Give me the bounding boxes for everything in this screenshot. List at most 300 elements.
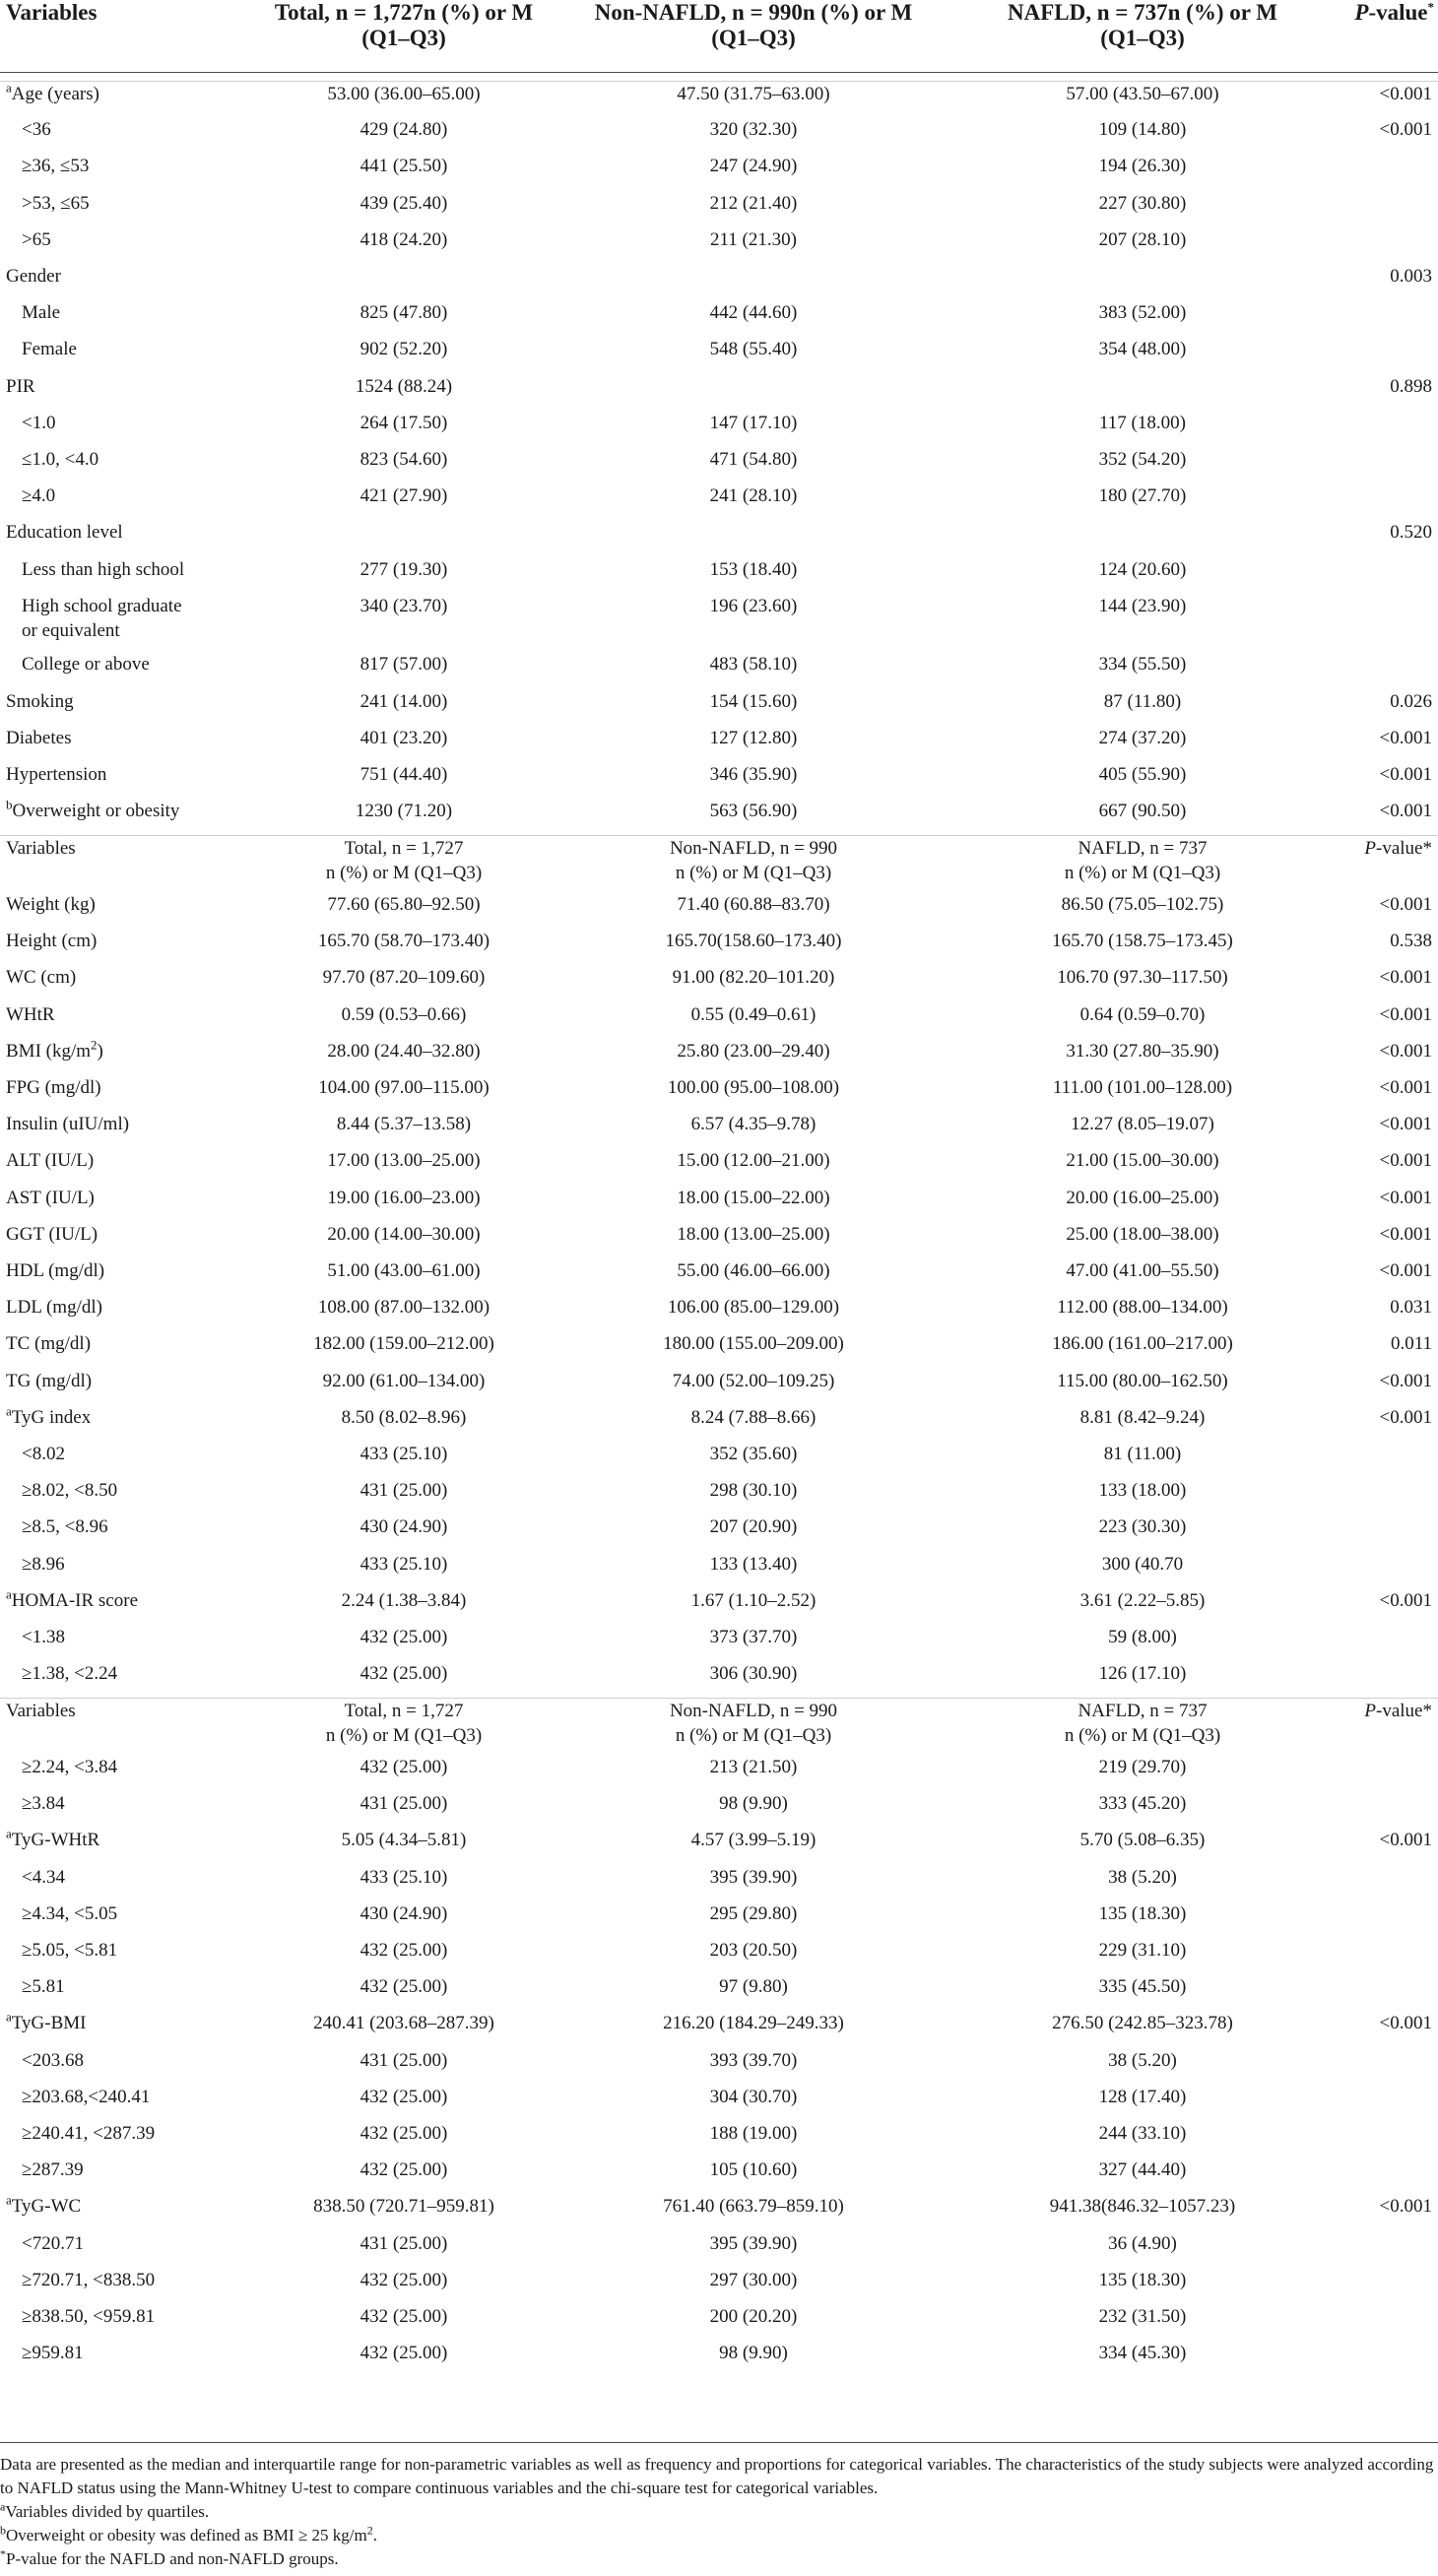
row-variable xyxy=(22,1865,252,1890)
row-label: TG (mg/dl) xyxy=(6,1370,93,1391)
row-variable xyxy=(22,337,252,361)
row-total: 902 (52.20) xyxy=(360,339,448,360)
row-label: Smoking xyxy=(6,690,74,712)
row-total: 433 (25.10) xyxy=(360,1443,448,1464)
row-nafld: 38 (5.20) xyxy=(1108,1866,1177,1888)
row-label: <720.71 xyxy=(22,2232,84,2254)
row-footnote-sup: b xyxy=(6,797,13,812)
row-variable xyxy=(6,1331,252,1356)
row-label: WC (cm) xyxy=(6,967,77,989)
row-label: ≥838.50, <959.81 xyxy=(22,2306,156,2328)
row-variable xyxy=(22,652,252,676)
row-non-nafld: 212 (21.40) xyxy=(709,192,798,214)
row-non-nafld: 346 (35.90) xyxy=(709,763,798,785)
row-variable xyxy=(22,2157,252,2182)
row-label: TyG-WHtR xyxy=(11,1830,100,1851)
row-total: 28.00 (24.40–32.80) xyxy=(327,1040,481,1062)
row-variable xyxy=(22,300,252,325)
row-label: Gender xyxy=(6,266,61,287)
row-nafld: 274 (37.20) xyxy=(1098,727,1187,748)
row-label: ≥3.84 xyxy=(22,1793,65,1815)
row-total: 432 (25.00) xyxy=(360,1940,448,1962)
row-p-value: 0.520 xyxy=(1390,522,1432,544)
row-total: 433 (25.10) xyxy=(360,1866,448,1888)
row-p-value: 0.026 xyxy=(1390,690,1432,712)
row-nafld: 327 (44.40) xyxy=(1098,2159,1187,2181)
row-variable xyxy=(6,2194,252,2219)
row-label: <8.02 xyxy=(22,1443,65,1464)
row-p-value: 0.003 xyxy=(1390,266,1432,287)
row-label-end: ) xyxy=(97,1040,103,1062)
subheader-non-nafld: Non-NAFLD, n = 990 n (%) or M (Q1–Q3) xyxy=(669,838,838,884)
row-p-value: <0.001 xyxy=(1379,1830,1432,1851)
row-variable xyxy=(22,1552,252,1577)
row-non-nafld: 133 (13.40) xyxy=(709,1553,798,1575)
row-total: 430 (24.90) xyxy=(360,1516,448,1538)
row-label: Less than high school xyxy=(22,558,185,580)
note-star-text: P-value for the NAFLD and non-NAFLD groups. xyxy=(6,2549,339,2568)
row-nafld: 276.50 (242.85–323.78) xyxy=(1052,2013,1233,2034)
row-variable xyxy=(6,82,252,106)
row-label: <203.68 xyxy=(22,2049,84,2071)
row-variable xyxy=(22,1755,252,1779)
row-variable xyxy=(22,2231,252,2256)
row-label: Age (years) xyxy=(11,84,99,104)
row-nafld: 3.61 (2.22–5.85) xyxy=(1079,1589,1206,1611)
subheader-p-value: P-value* xyxy=(1364,838,1432,860)
row-variable xyxy=(22,1442,252,1466)
row-footnote-sup: a xyxy=(6,2193,12,2209)
row-variable xyxy=(22,2268,252,2292)
subheader-variables: Variables xyxy=(6,838,76,860)
row-total: 277 (19.30) xyxy=(360,558,448,580)
row-total: 431 (25.00) xyxy=(360,2049,448,2071)
row-label: TyG-BMI xyxy=(11,2013,87,2034)
table-subheader-row xyxy=(0,835,1438,884)
row-p-value: <0.001 xyxy=(1379,1003,1432,1025)
row-label: Diabetes xyxy=(6,727,72,748)
row-total: 432 (25.00) xyxy=(360,1976,448,1998)
row-nafld: 57.00 (43.50–67.00) xyxy=(1066,84,1219,104)
row-p-value: <0.001 xyxy=(1379,1223,1432,1245)
row-p-value: <0.001 xyxy=(1379,2013,1432,2034)
row-nafld: 86.50 (75.05–102.75) xyxy=(1061,893,1224,915)
row-label: ≥720.71, <838.50 xyxy=(22,2269,156,2290)
row-nafld: 112.00 (88.00–134.00) xyxy=(1057,1297,1228,1319)
row-total: 430 (24.90) xyxy=(360,1902,448,1924)
row-variable xyxy=(6,1039,252,1063)
row-non-nafld: 98 (9.90) xyxy=(719,2343,788,2364)
header-variables xyxy=(0,0,256,73)
row-variable xyxy=(6,1369,252,1393)
header-p-italic: P xyxy=(1354,0,1369,25)
row-total: 1524 (88.24) xyxy=(355,375,453,397)
row-p-value: <0.001 xyxy=(1379,1187,1432,1208)
row-total: 432 (25.00) xyxy=(360,1626,448,1647)
row-label: ≥8.96 xyxy=(22,1553,65,1575)
row-non-nafld: 320 (32.30) xyxy=(709,119,798,141)
row-nafld: 232 (31.50) xyxy=(1098,2306,1187,2328)
row-non-nafld: 6.57 (4.35–9.78) xyxy=(690,1114,817,1135)
header-non-line2: (Q1–Q3) xyxy=(711,26,796,50)
row-total: 823 (54.60) xyxy=(360,449,448,470)
row-non-nafld: 483 (58.10) xyxy=(709,654,798,676)
row-label: <36 xyxy=(22,119,51,141)
row-non-nafld: 100.00 (95.00–108.00) xyxy=(667,1076,840,1098)
row-variable xyxy=(22,594,252,643)
header-variables-text: Variables xyxy=(6,0,98,25)
row-total: 431 (25.00) xyxy=(360,1793,448,1815)
row-label: ≥4.34, <5.05 xyxy=(22,1902,118,1924)
note-b xyxy=(0,2524,1438,2547)
row-variable xyxy=(6,965,252,990)
row-non-nafld: 761.40 (663.79–859.10) xyxy=(663,2196,844,2218)
row-nafld: 124 (20.60) xyxy=(1098,558,1187,580)
row-non-nafld: 71.40 (60.88–83.70) xyxy=(677,893,830,915)
row-variable xyxy=(6,1588,252,1613)
row-nafld: 334 (45.30) xyxy=(1098,2343,1187,2364)
row-nafld: 20.00 (16.00–25.00) xyxy=(1066,1187,1219,1208)
row-variable xyxy=(22,483,252,508)
row-label: ≥4.0 xyxy=(22,485,56,507)
row-total: 433 (25.10) xyxy=(360,1553,448,1575)
row-total: 421 (27.90) xyxy=(360,485,448,507)
row-nafld: 354 (48.00) xyxy=(1098,339,1187,360)
row-label: Insulin (uIU/ml) xyxy=(6,1114,130,1135)
row-label: ≥5.81 xyxy=(22,1976,65,1998)
row-variable xyxy=(22,557,252,582)
row-nafld: 111.00 (101.00–128.00) xyxy=(1052,1076,1233,1098)
row-label: HDL (mg/dl) xyxy=(6,1259,105,1281)
row-non-nafld: 298 (30.10) xyxy=(709,1480,798,1502)
row-p-value: 0.898 xyxy=(1390,375,1432,397)
row-nafld: 383 (52.00) xyxy=(1098,302,1187,324)
row-non-nafld: 74.00 (52.00–109.25) xyxy=(672,1370,835,1391)
row-non-nafld: 106.00 (85.00–129.00) xyxy=(667,1297,840,1319)
row-label: Female xyxy=(22,339,77,360)
row-non-nafld: 213 (21.50) xyxy=(709,1757,798,1778)
row-label: TC (mg/dl) xyxy=(6,1333,92,1355)
row-total: 432 (25.00) xyxy=(360,1663,448,1685)
row-label: TyG index xyxy=(11,1406,92,1428)
row-variable xyxy=(6,1222,252,1247)
row-non-nafld: 4.57 (3.99–5.19) xyxy=(690,1830,817,1851)
row-nafld: 38 (5.20) xyxy=(1108,2049,1177,2071)
note-a-sup: a xyxy=(0,2499,6,2514)
row-nafld: 405 (55.90) xyxy=(1098,763,1187,785)
row-non-nafld: 18.00 (13.00–25.00) xyxy=(677,1223,830,1245)
row-p-value: <0.001 xyxy=(1379,1406,1432,1428)
row-label: ≥2.24, <3.84 xyxy=(22,1757,118,1778)
row-non-nafld: 196 (23.60) xyxy=(709,595,798,616)
row-non-nafld: 188 (19.00) xyxy=(709,2123,798,2145)
row-non-nafld: 203 (20.50) xyxy=(709,1940,798,1962)
row-non-nafld: 180.00 (155.00–209.00) xyxy=(663,1333,844,1355)
row-p-value: <0.001 xyxy=(1379,1259,1432,1281)
row-nafld: 31.30 (27.80–35.90) xyxy=(1066,1040,1219,1062)
row-non-nafld: 395 (39.90) xyxy=(709,1866,798,1888)
row-total: 182.00 (159.00–212.00) xyxy=(313,1333,494,1355)
row-non-nafld: 393 (39.70) xyxy=(709,2049,798,2071)
row-total: 8.44 (5.37–13.58) xyxy=(336,1114,472,1135)
row-nafld: 333 (45.20) xyxy=(1098,1793,1187,1815)
row-non-nafld: 153 (18.40) xyxy=(709,558,798,580)
row-label: ≥203.68,<240.41 xyxy=(22,2086,151,2107)
row-p-value: <0.001 xyxy=(1379,119,1432,141)
row-nafld: 59 (8.00) xyxy=(1108,1626,1177,1647)
row-nafld: 300 (40.70 xyxy=(1101,1553,1184,1575)
row-total: 825 (47.80) xyxy=(360,302,448,324)
row-non-nafld: 548 (55.40) xyxy=(709,339,798,360)
row-total: 431 (25.00) xyxy=(360,1480,448,1502)
note-a xyxy=(0,2500,1438,2524)
row-nafld: 219 (29.70) xyxy=(1098,1757,1187,1778)
row-label: ≥1.38, <2.24 xyxy=(22,1663,118,1685)
row-footnote-sup: a xyxy=(6,1827,12,1842)
row-non-nafld: 98 (9.90) xyxy=(719,1793,788,1815)
row-non-nafld: 105 (10.60) xyxy=(709,2159,798,2181)
row-p-value: <0.001 xyxy=(1379,727,1432,748)
row-label: ≥287.39 xyxy=(22,2159,84,2181)
row-total: 432 (25.00) xyxy=(360,1757,448,1778)
subheader-total: Total, n = 1,727 n (%) or M (Q1–Q3) xyxy=(325,838,483,884)
row-total: 2.24 (1.38–3.84) xyxy=(341,1589,467,1611)
row-total: 264 (17.50) xyxy=(360,412,448,433)
row-non-nafld: 247 (24.90) xyxy=(709,156,798,177)
row-non-nafld: 127 (12.80) xyxy=(709,727,798,748)
row-total: 17.00 (13.00–25.00) xyxy=(327,1150,481,1172)
row-variable xyxy=(22,1478,252,1503)
row-nafld: 109 (14.80) xyxy=(1098,119,1187,141)
row-footnote-sup: a xyxy=(6,1586,12,1602)
row-non-nafld: 0.55 (0.49–0.61) xyxy=(690,1003,817,1025)
row-total: 0.59 (0.53–0.66) xyxy=(341,1003,467,1025)
row-label: ≥240.41, <287.39 xyxy=(22,2123,156,2145)
subheader-total: Total, n = 1,727 n (%) or M (Q1–Q3) xyxy=(325,1701,483,1747)
row-label: AST (IU/L) xyxy=(6,1187,95,1208)
row-total: 19.00 (16.00–23.00) xyxy=(327,1187,481,1208)
subheader-variables: Variables xyxy=(6,1701,76,1722)
row-nafld: 115.00 (80.00–162.50) xyxy=(1057,1370,1228,1391)
row-nafld: 207 (28.10) xyxy=(1098,228,1187,250)
row-nafld: 87 (11.80) xyxy=(1103,690,1182,712)
row-variable xyxy=(6,929,252,953)
header-total-line2: (Q1–Q3) xyxy=(361,26,446,50)
row-p-value: <0.001 xyxy=(1379,763,1432,785)
row-total: 92.00 (61.00–134.00) xyxy=(322,1370,486,1391)
row-p-value: <0.001 xyxy=(1379,1150,1432,1172)
row-label: <1.38 xyxy=(22,1626,65,1647)
row-non-nafld: 295 (29.80) xyxy=(709,1902,798,1924)
row-total: 432 (25.00) xyxy=(360,2269,448,2290)
row-variable xyxy=(22,1514,252,1539)
note-a-text: Variables divided by quartiles. xyxy=(5,2502,210,2521)
row-nafld: 165.70 (158.75–173.45) xyxy=(1052,931,1233,952)
row-total: 432 (25.00) xyxy=(360,2159,448,2181)
row-label: ≤1.0, <4.0 xyxy=(22,449,99,470)
row-total: 432 (25.00) xyxy=(360,2123,448,2145)
row-total: 432 (25.00) xyxy=(360,2343,448,2364)
row-variable xyxy=(22,2304,252,2329)
row-variable xyxy=(22,1938,252,1963)
row-p-value: <0.001 xyxy=(1379,967,1432,989)
row-nafld: 47.00 (41.00–55.50) xyxy=(1066,1259,1219,1281)
row-non-nafld: 211 (21.30) xyxy=(710,228,797,250)
table-subheader-row xyxy=(0,1698,1438,1747)
note-b-text-sup: 2 xyxy=(366,2523,373,2538)
row-p-value: <0.001 xyxy=(1379,1114,1432,1135)
row-variable xyxy=(6,799,252,823)
subheader-non-nafld: Non-NAFLD, n = 990 n (%) or M (Q1–Q3) xyxy=(669,1701,838,1747)
row-variable xyxy=(6,762,252,787)
row-nafld: 227 (30.80) xyxy=(1098,192,1187,214)
row-non-nafld: 1.67 (1.10–2.52) xyxy=(690,1589,817,1611)
row-nafld: 12.27 (8.05–19.07) xyxy=(1071,1114,1214,1135)
row-non-nafld: 563 (56.90) xyxy=(709,801,798,822)
row-non-nafld: 47.50 (31.75–63.00) xyxy=(677,84,830,104)
row-nafld: 144 (23.90) xyxy=(1098,595,1187,616)
row-p-value: <0.001 xyxy=(1379,893,1432,915)
row-variable xyxy=(6,1148,252,1173)
subheader-nafld: NAFLD, n = 737 n (%) or M (Q1–Q3) xyxy=(1064,838,1221,884)
row-footnote-sup: a xyxy=(6,2010,12,2026)
row-total: 53.00 (36.00–65.00) xyxy=(327,84,481,104)
row-p-value: 0.011 xyxy=(1390,1333,1432,1355)
row-nafld: 135 (18.30) xyxy=(1098,1902,1187,1924)
row-p-value: <0.001 xyxy=(1379,1370,1432,1391)
row-label: LDL (mg/dl) xyxy=(6,1297,102,1319)
row-variable xyxy=(22,2341,252,2365)
row-label: ≥5.05, <5.81 xyxy=(22,1940,118,1962)
row-variable xyxy=(22,191,252,216)
row-label-sup: 2 xyxy=(91,1037,98,1053)
row-variable xyxy=(6,1186,252,1210)
row-variable xyxy=(6,2011,252,2035)
row-label: BMI (kg/m xyxy=(6,1040,92,1062)
row-nafld: 229 (31.10) xyxy=(1098,1940,1187,1962)
row-variable xyxy=(6,374,252,399)
row-variable xyxy=(6,520,252,545)
row-total: 77.60 (65.80–92.50) xyxy=(327,893,481,915)
header-p-sup: * xyxy=(1427,0,1434,15)
row-total: 751 (44.40) xyxy=(360,763,448,785)
row-variable xyxy=(6,264,252,289)
row-p-value: <0.001 xyxy=(1379,2196,1432,2218)
row-label: ≥959.81 xyxy=(22,2343,84,2364)
row-label: ALT (IU/L) xyxy=(6,1150,95,1172)
row-footnote-sup: a xyxy=(6,80,12,96)
row-label: TyG-WC xyxy=(11,2196,82,2218)
row-variable xyxy=(6,689,252,714)
row-total: 8.50 (8.02–8.96) xyxy=(341,1406,467,1428)
header-non-line1: Non-NAFLD, n = 990n (%) or M xyxy=(594,0,913,25)
row-label: Weight (kg) xyxy=(6,893,96,915)
row-variable xyxy=(6,1075,252,1100)
row-variable xyxy=(22,1661,252,1686)
row-nafld: 667 (90.50) xyxy=(1098,801,1187,822)
row-non-nafld: 306 (30.90) xyxy=(709,1663,798,1685)
row-p-value: 0.031 xyxy=(1390,1297,1432,1319)
row-total: 418 (24.20) xyxy=(360,228,448,250)
row-nafld: 186.00 (161.00–217.00) xyxy=(1052,1333,1233,1355)
row-variable xyxy=(6,1112,252,1136)
row-p-value: <0.001 xyxy=(1379,1589,1432,1611)
row-nafld: 335 (45.50) xyxy=(1098,1976,1187,1998)
row-variable xyxy=(6,1828,252,1852)
row-variable xyxy=(22,1625,252,1649)
row-variable xyxy=(22,154,252,178)
header-nafld-line2: (Q1–Q3) xyxy=(1100,26,1185,50)
row-nafld: 223 (30.30) xyxy=(1098,1516,1187,1538)
row-nafld: 352 (54.20) xyxy=(1098,449,1187,470)
row-variable xyxy=(22,1791,252,1816)
row-non-nafld: 97 (9.80) xyxy=(719,1976,788,1998)
row-p-value: <0.001 xyxy=(1379,84,1432,104)
row-p-value: <0.001 xyxy=(1379,801,1432,822)
row-label: Overweight or obesity xyxy=(12,801,180,822)
row-nafld: 180 (27.70) xyxy=(1098,485,1187,507)
row-variable xyxy=(22,2085,252,2109)
header-p-value xyxy=(1330,0,1438,73)
row-nafld: 244 (33.10) xyxy=(1098,2123,1187,2145)
row-nafld: 126 (17.10) xyxy=(1098,1663,1187,1685)
row-non-nafld: 352 (35.60) xyxy=(709,1443,798,1464)
row-footnote-sup: a xyxy=(6,1403,12,1419)
row-non-nafld: 91.00 (82.20–101.20) xyxy=(672,967,835,989)
row-non-nafld: 15.00 (12.00–21.00) xyxy=(677,1150,830,1172)
row-label: PIR xyxy=(6,375,35,397)
row-label: WHtR xyxy=(6,1003,55,1025)
row-nafld: 128 (17.40) xyxy=(1098,2086,1187,2107)
row-total: 432 (25.00) xyxy=(360,2306,448,2328)
note-b-text: Overweight or obesity was defined as BMI ≥ 25 kg/m xyxy=(6,2526,367,2544)
row-label: College or above xyxy=(22,654,150,676)
row-label: FPG (mg/dl) xyxy=(6,1076,101,1098)
row-total: 5.05 (4.34–5.81) xyxy=(341,1830,467,1851)
row-nafld: 135 (18.30) xyxy=(1098,2269,1187,2290)
row-variable xyxy=(22,2048,252,2073)
row-nafld: 334 (55.50) xyxy=(1098,654,1187,676)
row-variable xyxy=(22,2121,252,2146)
row-total: 817 (57.00) xyxy=(360,654,448,676)
row-non-nafld: 442 (44.60) xyxy=(709,302,798,324)
row-nafld: 5.70 (5.08–6.35) xyxy=(1079,1830,1206,1851)
row-variable xyxy=(6,1295,252,1320)
row-non-nafld: 25.80 (23.00–29.40) xyxy=(677,1040,830,1062)
row-variable xyxy=(6,726,252,750)
row-total: 340 (23.70) xyxy=(360,595,448,616)
row-total: 439 (25.40) xyxy=(360,192,448,214)
header-nafld-line1: NAFLD, n = 737n (%) or M xyxy=(1008,0,1277,25)
note-star xyxy=(0,2547,1438,2571)
row-non-nafld: 297 (30.00) xyxy=(709,2269,798,2290)
row-variable xyxy=(6,1405,252,1430)
row-nafld: 133 (18.00) xyxy=(1098,1480,1187,1502)
row-total: 401 (23.20) xyxy=(360,727,448,748)
row-label: Male xyxy=(22,302,61,324)
row-total: 1230 (71.20) xyxy=(355,801,453,822)
row-nafld: 117 (18.00) xyxy=(1099,412,1186,433)
row-nafld: 25.00 (18.00–38.00) xyxy=(1066,1223,1219,1245)
header-non-nafld xyxy=(552,0,955,73)
row-label-line2: or equivalent xyxy=(22,619,120,641)
row-non-nafld: 373 (37.70) xyxy=(709,1626,798,1647)
row-label: ≥8.5, <8.96 xyxy=(22,1516,108,1538)
row-label: >65 xyxy=(22,228,51,250)
row-non-nafld: 207 (20.90) xyxy=(709,1516,798,1538)
row-label: High school graduate xyxy=(22,595,182,616)
row-label: Height (cm) xyxy=(6,931,98,952)
